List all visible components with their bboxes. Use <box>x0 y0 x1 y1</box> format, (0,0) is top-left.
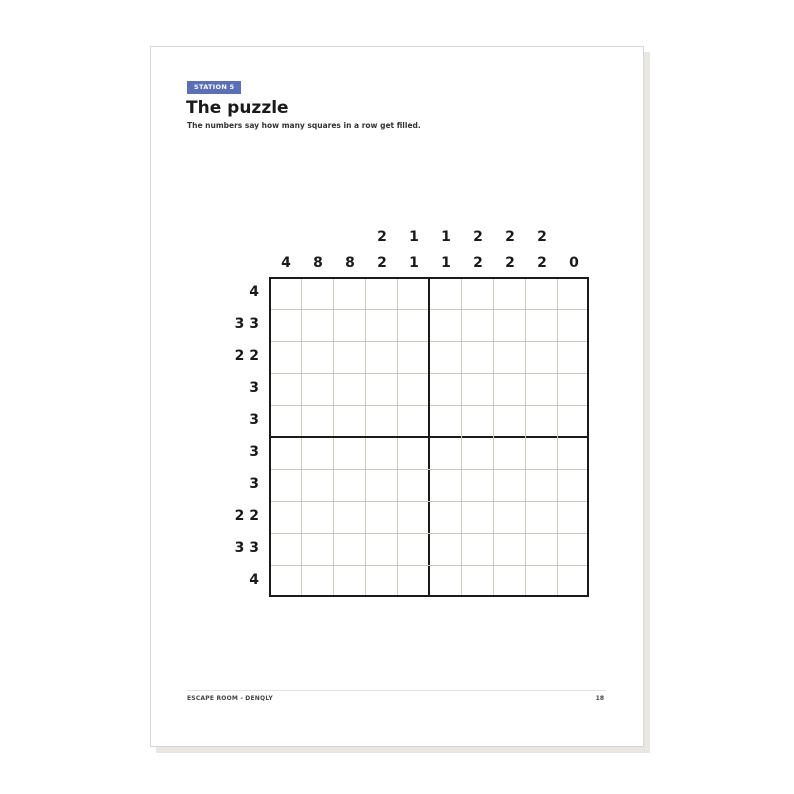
grid-cell[interactable] <box>429 277 461 309</box>
grid-major-divider <box>271 436 587 438</box>
row-clue: 3 <box>249 412 259 428</box>
column-clue: 4 <box>281 255 291 271</box>
grid-cell[interactable] <box>429 565 461 597</box>
grid-cell[interactable] <box>333 373 365 405</box>
column-clue: 2 <box>473 255 483 271</box>
grid-cell[interactable] <box>269 469 301 501</box>
grid-cell[interactable] <box>333 277 365 309</box>
grid-line <box>271 533 587 534</box>
grid-cell[interactable] <box>493 565 525 597</box>
grid-cell[interactable] <box>365 277 397 309</box>
grid-cell[interactable] <box>365 437 397 469</box>
grid-cell[interactable] <box>493 277 525 309</box>
grid-cell[interactable] <box>493 501 525 533</box>
grid-cell[interactable] <box>269 533 301 565</box>
grid-line <box>271 469 587 470</box>
grid-cell[interactable] <box>493 405 525 437</box>
grid-cell[interactable] <box>397 373 429 405</box>
column-clue: 2 <box>473 229 483 245</box>
grid-cell[interactable] <box>301 533 333 565</box>
row-clue: 3 3 <box>234 540 259 556</box>
grid-cell[interactable] <box>461 405 493 437</box>
column-clue: 1 <box>441 229 451 245</box>
page-title: The puzzle <box>186 98 289 118</box>
grid-cell[interactable] <box>333 437 365 469</box>
grid-cell[interactable] <box>525 501 557 533</box>
grid-cell[interactable] <box>461 341 493 373</box>
grid-cell[interactable] <box>525 405 557 437</box>
grid-cell[interactable] <box>365 373 397 405</box>
nonogram-grid[interactable] <box>269 277 589 597</box>
grid-cell[interactable] <box>429 405 461 437</box>
grid-cell[interactable] <box>461 309 493 341</box>
grid-cell[interactable] <box>429 533 461 565</box>
grid-cell[interactable] <box>365 501 397 533</box>
grid-cell[interactable] <box>461 533 493 565</box>
grid-cell[interactable] <box>557 405 589 437</box>
grid-cell[interactable] <box>269 437 301 469</box>
grid-cell[interactable] <box>557 373 589 405</box>
grid-cell[interactable] <box>301 501 333 533</box>
column-clue: 2 <box>505 229 515 245</box>
grid-cell[interactable] <box>397 309 429 341</box>
grid-cell[interactable] <box>557 437 589 469</box>
column-clue: 2 <box>377 229 387 245</box>
grid-cell[interactable] <box>525 437 557 469</box>
grid-cell[interactable] <box>301 373 333 405</box>
grid-line <box>271 501 587 502</box>
grid-line <box>493 279 494 595</box>
grid-cell[interactable] <box>269 405 301 437</box>
column-clue: 1 <box>441 255 451 271</box>
grid-cell[interactable] <box>333 341 365 373</box>
column-clue: 1 <box>409 255 419 271</box>
grid-cell[interactable] <box>493 533 525 565</box>
row-clue: 2 2 <box>234 348 259 364</box>
grid-line <box>557 279 558 595</box>
grid-cell[interactable] <box>493 309 525 341</box>
grid-cell[interactable] <box>557 533 589 565</box>
grid-cell[interactable] <box>557 501 589 533</box>
grid-cell[interactable] <box>493 469 525 501</box>
row-clue: 3 <box>249 476 259 492</box>
grid-cell[interactable] <box>301 565 333 597</box>
column-clue: 8 <box>313 255 323 271</box>
grid-cell[interactable] <box>525 565 557 597</box>
page-subtitle: The numbers say how many squares in a row get filled. <box>187 121 421 130</box>
row-clue: 3 3 <box>234 316 259 332</box>
column-clue: 1 <box>409 229 419 245</box>
grid-cell[interactable] <box>365 565 397 597</box>
grid-line <box>461 279 462 595</box>
grid-cell[interactable] <box>429 341 461 373</box>
grid-cell[interactable] <box>333 309 365 341</box>
grid-cell[interactable] <box>525 277 557 309</box>
grid-cell[interactable] <box>269 565 301 597</box>
grid-cell[interactable] <box>301 437 333 469</box>
grid-cell[interactable] <box>557 277 589 309</box>
grid-cell[interactable] <box>333 405 365 437</box>
grid-cell[interactable] <box>429 437 461 469</box>
grid-line <box>271 565 587 566</box>
grid-cell[interactable] <box>493 437 525 469</box>
grid-cell[interactable] <box>301 277 333 309</box>
grid-cell[interactable] <box>397 469 429 501</box>
grid-cell[interactable] <box>461 469 493 501</box>
grid-cell[interactable] <box>525 341 557 373</box>
grid-cell[interactable] <box>333 533 365 565</box>
grid-cell[interactable] <box>301 469 333 501</box>
grid-cell[interactable] <box>461 373 493 405</box>
grid-cell[interactable] <box>397 277 429 309</box>
grid-cell[interactable] <box>397 405 429 437</box>
grid-cell[interactable] <box>461 501 493 533</box>
grid-cell[interactable] <box>525 533 557 565</box>
grid-cell[interactable] <box>429 309 461 341</box>
grid-cell[interactable] <box>397 501 429 533</box>
grid-line <box>525 279 526 595</box>
grid-cell[interactable] <box>493 373 525 405</box>
column-clue: 2 <box>537 229 547 245</box>
grid-cell[interactable] <box>461 277 493 309</box>
grid-cell[interactable] <box>397 341 429 373</box>
grid-cell[interactable] <box>557 341 589 373</box>
grid-cell[interactable] <box>269 277 301 309</box>
grid-cell[interactable] <box>557 309 589 341</box>
row-clue: 4 <box>249 572 259 588</box>
grid-cell[interactable] <box>301 341 333 373</box>
grid-cell[interactable] <box>557 469 589 501</box>
grid-cell[interactable] <box>397 533 429 565</box>
grid-cell[interactable] <box>525 309 557 341</box>
grid-cell[interactable] <box>397 437 429 469</box>
grid-cell[interactable] <box>269 309 301 341</box>
grid-cell[interactable] <box>429 469 461 501</box>
footer-title: ESCAPE ROOM - DENQLY <box>187 695 273 702</box>
column-clue: 2 <box>377 255 387 271</box>
page-number: 18 <box>595 695 604 702</box>
grid-cell[interactable] <box>557 565 589 597</box>
row-clue: 3 <box>249 380 259 396</box>
column-clue: 2 <box>505 255 515 271</box>
row-clue: 2 2 <box>234 508 259 524</box>
grid-cell[interactable] <box>301 309 333 341</box>
grid-cell[interactable] <box>365 533 397 565</box>
column-clue: 0 <box>569 255 579 271</box>
grid-cell[interactable] <box>525 469 557 501</box>
grid-cell[interactable] <box>461 437 493 469</box>
grid-cell[interactable] <box>333 565 365 597</box>
grid-cell[interactable] <box>525 373 557 405</box>
column-clue: 8 <box>345 255 355 271</box>
row-clue: 3 <box>249 444 259 460</box>
row-clue: 4 <box>249 284 259 300</box>
grid-cell[interactable] <box>333 469 365 501</box>
grid-cell[interactable] <box>365 341 397 373</box>
grid-cell[interactable] <box>397 565 429 597</box>
grid-cell[interactable] <box>461 565 493 597</box>
grid-cell[interactable] <box>429 373 461 405</box>
grid-cell[interactable] <box>269 373 301 405</box>
column-clue: 2 <box>537 255 547 271</box>
station-badge: STATION 5 <box>187 81 241 94</box>
grid-cell[interactable] <box>365 469 397 501</box>
grid-cell[interactable] <box>333 501 365 533</box>
grid-cell[interactable] <box>269 501 301 533</box>
grid-cell[interactable] <box>269 341 301 373</box>
grid-cell[interactable] <box>429 501 461 533</box>
grid-cell[interactable] <box>301 405 333 437</box>
grid-cell[interactable] <box>493 341 525 373</box>
footer-divider <box>187 690 606 691</box>
grid-cell[interactable] <box>365 405 397 437</box>
grid-cell[interactable] <box>365 309 397 341</box>
